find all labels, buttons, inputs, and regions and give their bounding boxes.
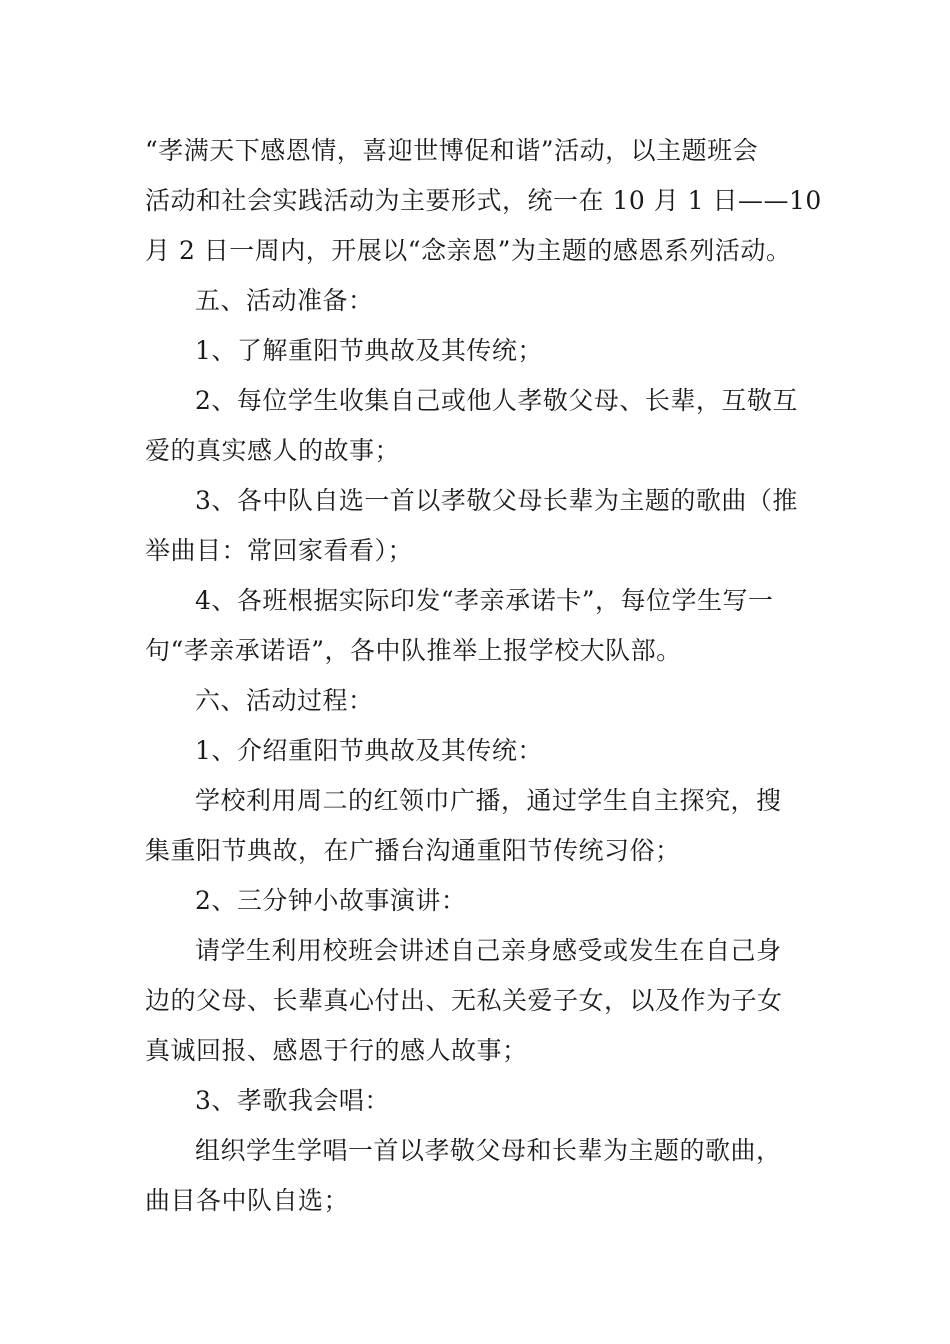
list-item: 4、各班根据实际印发“孝亲承诺卡”，每位学生写一	[195, 586, 774, 615]
text-line: 句“孝亲承诺语”，各中队推举上报学校大队部。	[145, 636, 682, 665]
text-line: “孝满天下感恩情，喜迎世博促和谐”活动，以主题班会	[145, 136, 759, 165]
list-item: 2、每位学生收集自己或他人孝敬父母、长辈，互敬互	[195, 386, 798, 415]
text-line: 月 2 日一周内，开展以“念亲恩”为主题的感恩系列活动。	[145, 236, 792, 265]
text-line: 爱的真实感人的故事；	[145, 436, 401, 465]
list-item: 3、孝歌我会唱：	[195, 1086, 390, 1115]
section-heading-preparation: 五、活动准备：	[195, 286, 374, 315]
section-heading-process: 六、活动过程：	[195, 686, 374, 715]
text-line: 真诚回报、感恩于行的感人故事；	[145, 1036, 528, 1065]
paragraph-line: 请学生利用校班会讲述自己亲身感受或发生在自己身	[195, 936, 782, 965]
text-line: 集重阳节典故，在广播台沟通重阳节传统习俗；	[145, 836, 681, 865]
text-line: 活动和社会实践活动为主要形式，统一在 10 月 1 日——10	[145, 186, 822, 215]
list-item: 1、介绍重阳节典故及其传统：	[195, 736, 543, 765]
text-line: 边的父母、长辈真心付出、无私关爱子女，以及作为子女	[145, 986, 783, 1015]
list-item: 2、三分钟小故事演讲：	[195, 886, 467, 915]
list-item: 1、了解重阳节典故及其传统；	[195, 336, 543, 365]
paragraph-line: 组织学生学唱一首以孝敬父母和长辈为主题的歌曲，	[195, 1136, 782, 1165]
paragraph-line: 学校利用周二的红领巾广播，通过学生自主探究，搜	[195, 786, 782, 815]
text-line: 举曲目：常回家看看）；	[145, 536, 414, 565]
list-item: 3、各中队自选一首以孝敬父母长辈为主题的歌曲（推	[195, 486, 798, 515]
text-line: 曲目各中队自选；	[145, 1186, 350, 1215]
